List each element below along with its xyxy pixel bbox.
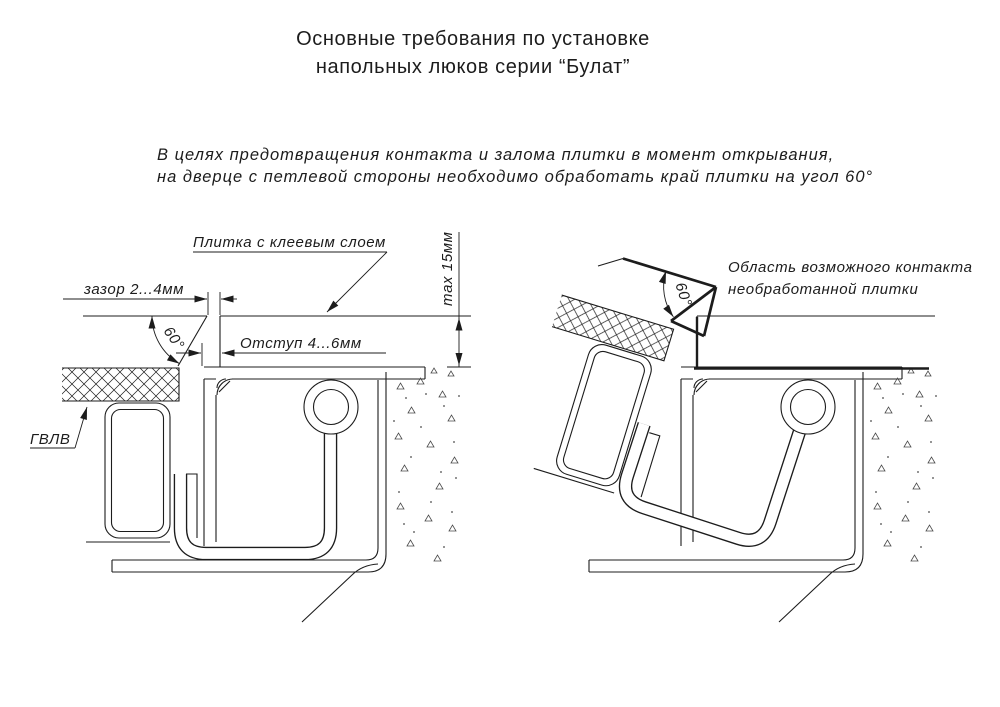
right-hinge-arm bbox=[620, 379, 802, 547]
right-hinge-pin bbox=[781, 380, 835, 434]
left-bevel-angle-label: 60° bbox=[159, 323, 188, 354]
right-door-section-tilted bbox=[511, 295, 691, 501]
left-dimensions bbox=[30, 231, 471, 448]
gvl-board-label: ГВЛВ bbox=[30, 431, 71, 448]
right-bevel-angle-label: 60° bbox=[671, 280, 696, 309]
left-hinge-arm bbox=[181, 426, 331, 554]
max-thickness-label: max 15мм bbox=[439, 231, 456, 306]
page-title-line1: Основные требования по установке bbox=[296, 28, 650, 50]
contact-area-label-line2: необработанной плитки bbox=[728, 281, 919, 298]
subtitle-line1: В целях предотвращения контакта и залома плитки в момент открывания, bbox=[157, 146, 835, 164]
left-hinge-pin bbox=[304, 380, 358, 434]
left-door-tile bbox=[83, 316, 207, 366]
subtitle-line2: на дверце с петлевой стороны необходимо обработать край плитки на угол 60° bbox=[157, 168, 874, 186]
right-view-open-hatch bbox=[511, 259, 973, 623]
page-title-line2: напольных люков серии “Булат” bbox=[315, 56, 631, 78]
offset-dimension-label: Отступ 4...6мм bbox=[240, 335, 362, 352]
tile-leader-label: Плитка с клеевым слоем bbox=[193, 234, 386, 251]
gap-dimension-label: зазор 2...4мм bbox=[84, 281, 185, 298]
left-view-closed-hatch bbox=[30, 231, 471, 622]
contact-area-label-line1: Область возможного контакта bbox=[728, 259, 973, 276]
